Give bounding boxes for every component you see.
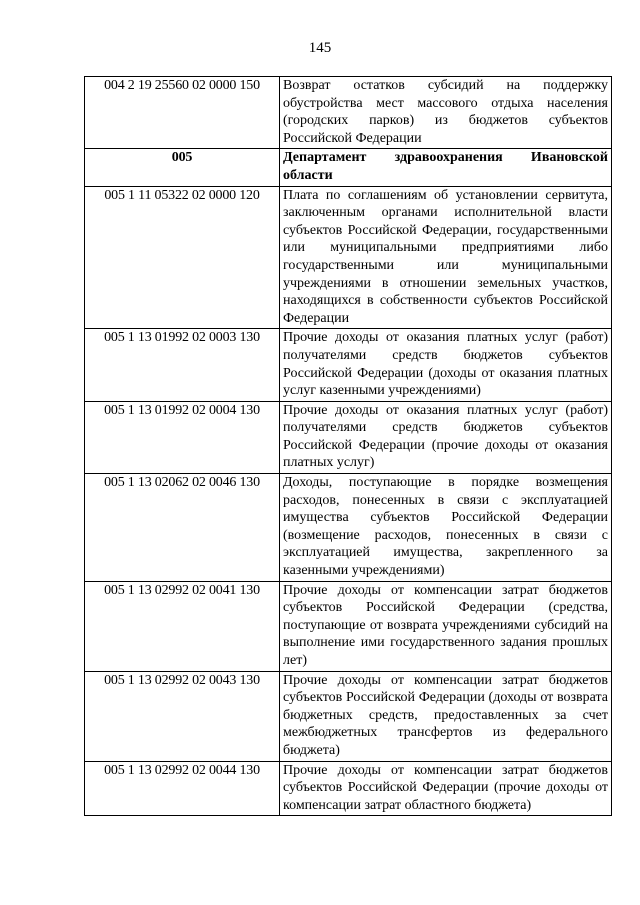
table-row <box>85 329 612 401</box>
revenue-description: Прочие доходы от оказания платных услуг (работ) получателями средств бюджетов субъектов Российской Федерации (прочие доходы от оказания платных услуг) <box>280 401 612 473</box>
department-name: Департамент здравоохранения Ивановской области <box>280 149 612 186</box>
table-row <box>85 474 612 582</box>
revenue-description: Прочие доходы от компенсации затрат бюджетов субъектов Российской Федерации (средства, поступающие от возврата учреждениями субсидий на выполнение ими государственного задания прошлых лет) <box>280 581 612 671</box>
revenue-description: Возврат остатков субсидий на поддержку обустройства мест массового отдыха населения (городских парков) из бюджетов субъектов Российской Федерации <box>280 77 612 149</box>
budget-code: 005 1 13 02062 02 0046 130 <box>85 474 280 582</box>
table-row <box>85 77 612 149</box>
table-row <box>85 761 612 816</box>
revenue-description: Прочие доходы от оказания платных услуг (работ) получателями средств бюджетов субъектов Российской Федерации (доходы от оказания платных услуг казенными учреждениями) <box>280 329 612 401</box>
department-code: 005 <box>85 149 280 186</box>
budget-code: 004 2 19 25560 02 0000 150 <box>85 77 280 149</box>
budget-code: 005 1 11 05322 02 0000 120 <box>85 186 280 329</box>
budget-code: 005 1 13 02992 02 0044 130 <box>85 761 280 816</box>
table-row <box>85 671 612 761</box>
budget-code: 005 1 13 02992 02 0041 130 <box>85 581 280 671</box>
budget-code: 005 1 13 01992 02 0003 130 <box>85 329 280 401</box>
table-row <box>85 581 612 671</box>
table-row <box>85 186 612 329</box>
revenue-description: Плата по соглашениям об установлении сервитута, заключенным органами исполнительной власти субъектов Российской Федерации, государственными или муниципальными предприятиями либо государственными или муниципальными учреждениями в отношении земельных участков, находящихся в собственности субъектов Российской Федерации <box>280 186 612 329</box>
table-row <box>85 401 612 473</box>
page-number: 145 <box>308 40 332 56</box>
budget-code: 005 1 13 02992 02 0043 130 <box>85 671 280 761</box>
budget-code: 005 1 13 01992 02 0004 130 <box>85 401 280 473</box>
department-heading-row <box>85 149 612 186</box>
revenue-code-table <box>84 76 612 816</box>
revenue-description: Прочие доходы от компенсации затрат бюджетов субъектов Российской Федерации (доходы от возврата бюджетных средств, предоставленных за счет межбюджетных трансфертов из федерального бюджета) <box>280 671 612 761</box>
revenue-description: Доходы, поступающие в порядке возмещения расходов, понесенных в связи с эксплуатацией имущества субъектов Российской Федерации (возмещение расходов, понесенных в связи с эксплуатацией имущества, закрепленного за казенными учреждениями) <box>280 474 612 582</box>
revenue-description: Прочие доходы от компенсации затрат бюджетов субъектов Российской Федерации (прочие доходы от компенсации затрат областного бюджета) <box>280 761 612 816</box>
